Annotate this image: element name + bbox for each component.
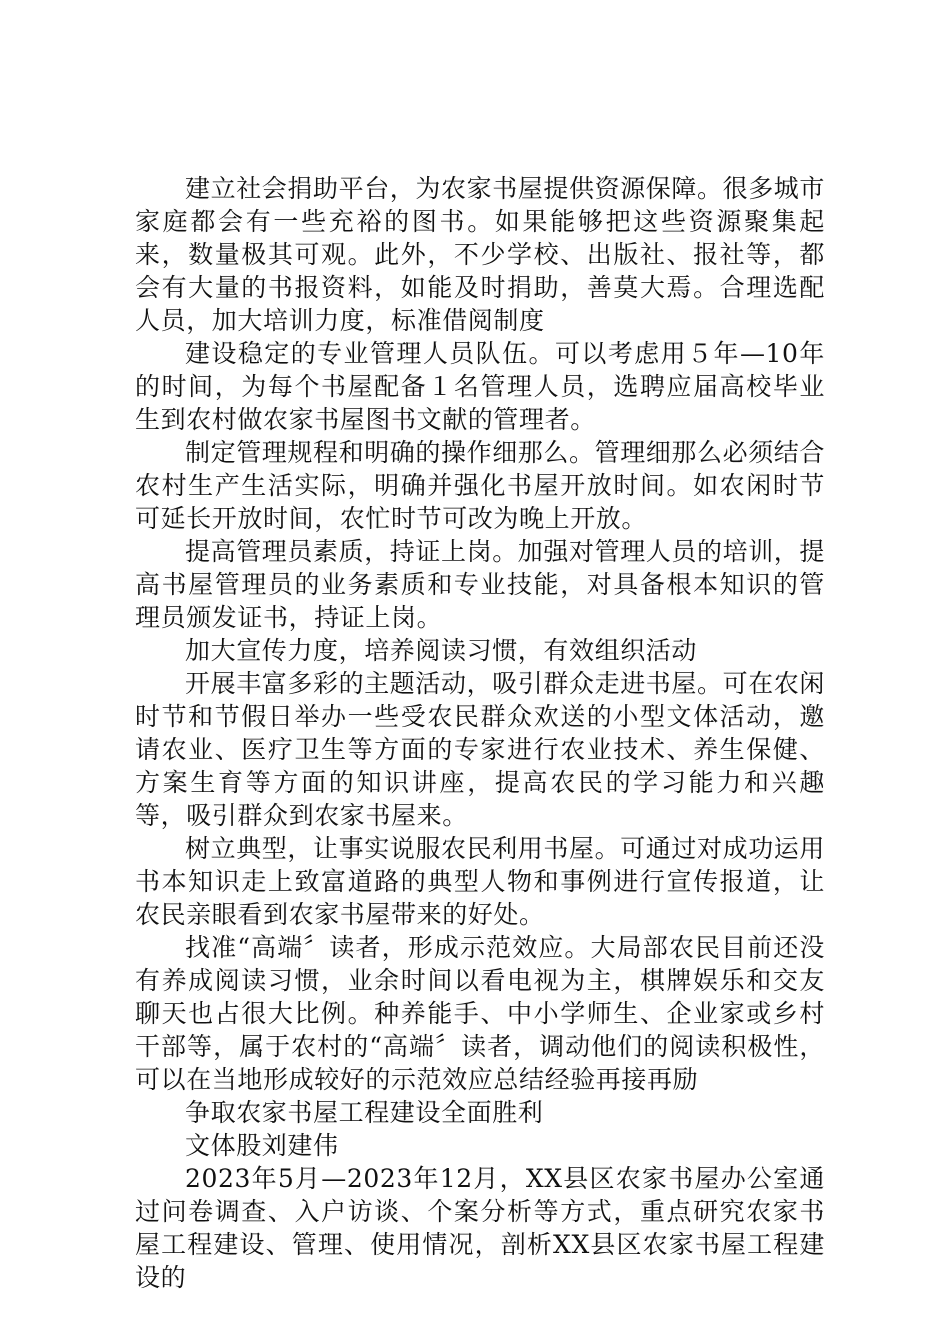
paragraph-management-rules: 制定管理规程和明确的操作细那么。管理细那么必须结合农村生产生活实际，明确并强化书屋开放时间。如农闲时节可延长开放时间，农忙时节可改为晚上开放。 — [135, 438, 826, 533]
paragraph-role-models: 树立典型，让事实说服农民利用书屋。可通过对成功运用书本知识走上致富道路的典型人物和事例进行宣传报道，让农民亲眼看到农家书屋带来的好处。 — [135, 834, 826, 929]
document-body — [135, 172, 825, 1294]
paragraph-key-readers: 找准“高端〞读者，形成示范效应。大局部农民目前还没有养成阅读习惯，业余时间以看电视为主，棋牌娱乐和交友聊天也占很大比例。种养能手、中小学师生、企业家或乡村干部等，属于农村的“高端〞读者，调动他们的阅读积极性，可以在当地形成较好的示范效应总结经验再接再励 — [135, 933, 825, 1094]
paragraph-social-donation: 建立社会捐助平台，为农家书屋提供资源保障。很多城市家庭都会有一些充裕的图书。如果能够把这些资源聚集起来，数量极其可观。此外，不少学校、出版社、报社等，都会有大量的书报资料，如能及时捐助，善莫大焉。合理选配人员，加大培训力度，标准借阅制度 — [135, 174, 826, 335]
paragraph-survey-intro: 2023年5月—2023年12月，XX县区农家书屋办公室通过问卷调查、入户访谈、个案分析等方式，重点研究农家书屋工程建设、管理、使用情况，剖析XX县区农家书屋工程建设的 — [135, 1164, 825, 1292]
paragraph-management-team: 建设稳定的专业管理人员队伍。可以考虑用５年—10年的时间，为每个书屋配备１名管理人员，选聘应届高校毕业生到农村做农家书屋图书文献的管理者。 — [135, 339, 825, 434]
paragraph-themed-activities: 开展丰富多彩的主题活动，吸引群众走进书屋。可在农闲时节和节假日举办一些受农民群众欢送的小型文体活动，邀请农业、医疗卫生等方面的专家进行农业技术、养生保健、方案生育等方面的知识讲座，提高农民的学习能力和兴趣等，吸引群众到农家书屋来。 — [135, 669, 826, 830]
paragraph-staff-quality: 提高管理员素质，持证上岗。加强对管理人员的培训，提高书屋管理员的业务素质和专业技能，对具备根本知识的管理员颁发证书，持证上岗。 — [135, 537, 826, 632]
paragraph-promotion-heading: 加大宣传力度，培养阅读习惯，有效组织活动 — [185, 636, 698, 665]
section-title: 争取农家书屋工程建设全面胜利 — [185, 1098, 544, 1127]
author-line: 文体股刘建伟 — [185, 1131, 339, 1160]
